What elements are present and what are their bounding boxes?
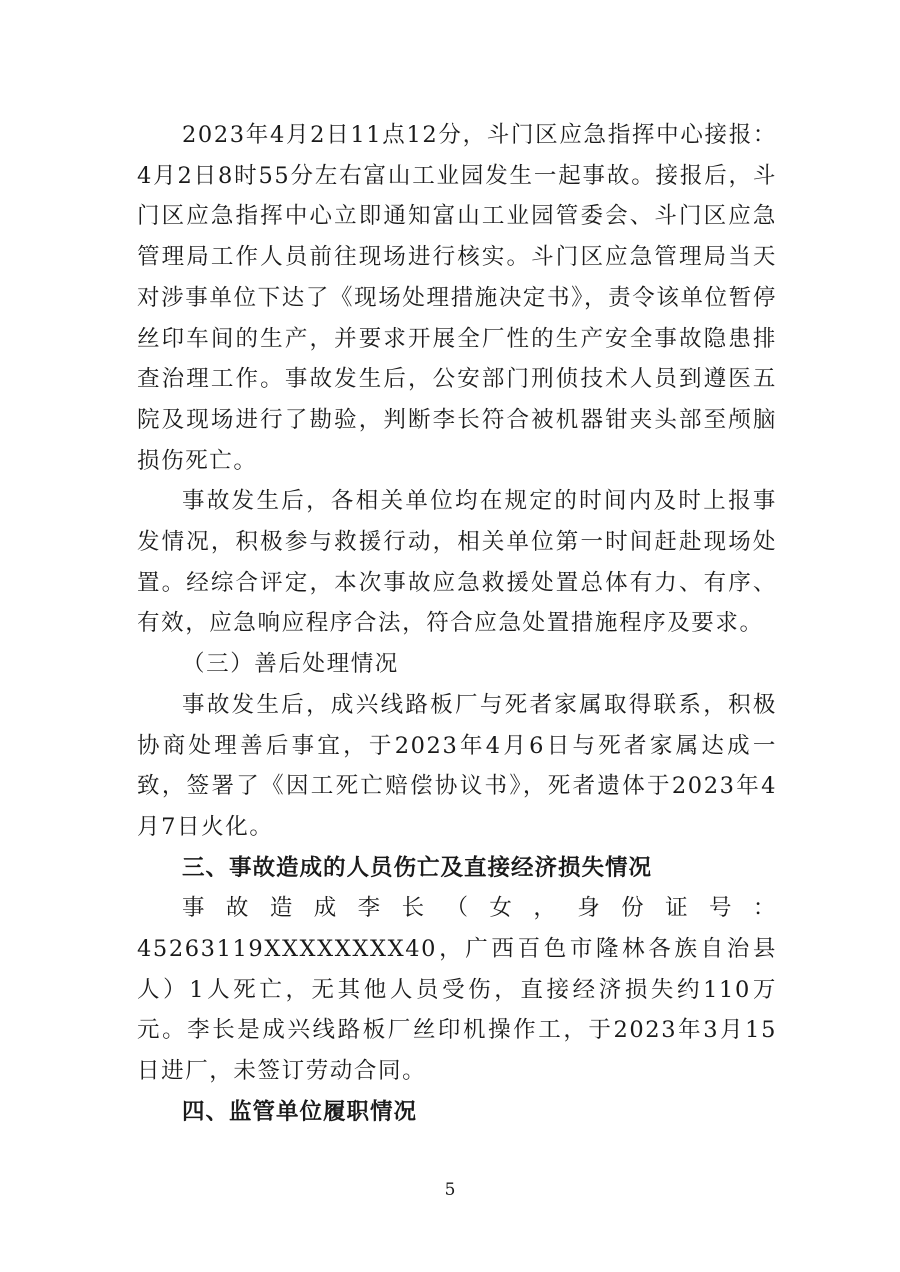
section-heading-supervision: 四、监管单位履职情况 [182,1098,418,1125]
paragraph-aftermath: 事故发生后，成兴线路板厂与死者家属取得联系，积极协商处理善后事宜，于2023年4月6日与死者家属达成一致，签署了《因工死亡赔偿协议书》，死者遗体于2023年4月7日火化。 [137,691,777,840]
page-number: 5 [444,1180,456,1200]
paragraph-rescue-evaluation: 事故发生后，各相关单位均在规定的时间内及时上报事发情况，积极参与救援行动，相关单位第一时间赶赴现场处置。经综合评定，本次事故应急救援处置总体有力、有序、有效，应急响应程序合法，符合应急处置措施程序及要求。 [137,488,777,637]
document-body [137,115,777,1133]
paragraph-casualties: 事故造成李长（女，身份证号：45263119XXXXXXXX40，广西百色市隆林各族自治县人）1人死亡，无其他人员受伤，直接经济损失约110万元。李长是成兴线路板厂丝印机操作工，于2023年3月15日进厂，未签订劳动合同。 [137,895,777,1085]
subsection-heading-aftermath: （三）善后处理情况 [182,651,399,678]
section-heading-casualties: 三、事故造成的人员伤亡及直接经济损失情况 [182,854,653,881]
paragraph-emergency-report: 2023年4月2日11点12分，斗门区应急指挥中心接报：4月2日8时55分左右富山工业园发生一起事故。接报后，斗门区应急指挥中心立即通知富山工业园管委会、斗门区应急管理局工作人员前往现场进行核实。斗门区应急管理局当天对涉事单位下达了《现场处理措施决定书》，责令该单位暂停丝印车间的生产，并要求开展全厂性的生产安全事故隐患排查治理工作。事故发生后，公安部门刑侦技术人员到遵医五院及现场进行了勘验，判断李长符合被机器钳夹头部至颅脑损伤死亡。 [137,122,777,474]
